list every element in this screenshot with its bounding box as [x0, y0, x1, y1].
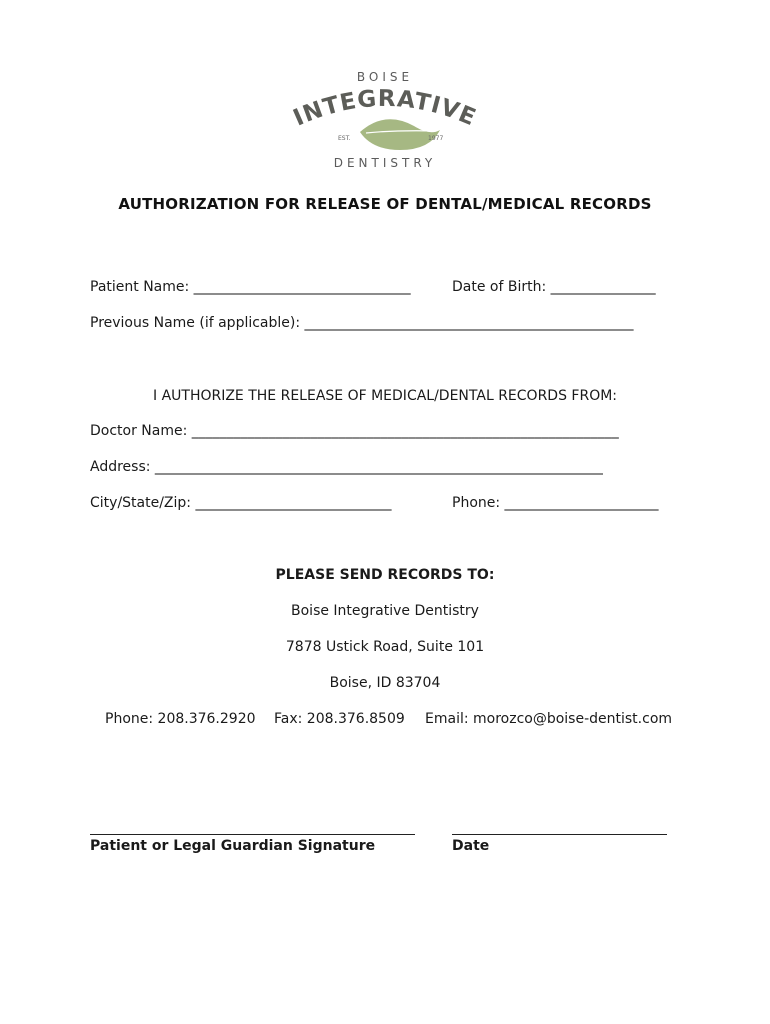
- address-field[interactable]: Address: ________________________________________________________________: [90, 459, 603, 475]
- recipient-email: Email: morozco@boise-dentist.com: [425, 711, 673, 727]
- city-state-zip-field[interactable]: City/State/Zip: ____________________________: [90, 495, 392, 511]
- recipient-city: Boise, ID 83704: [329, 675, 441, 691]
- patient-signature-label: Patient or Legal Guardian Signature: [90, 838, 376, 854]
- date-label: Date: [452, 838, 490, 854]
- recipient-org: Boise Integrative Dentistry: [291, 603, 479, 619]
- logo-est-label: EST.: [338, 135, 351, 142]
- date-of-birth-field[interactable]: Date of Birth: _______________: [452, 279, 656, 295]
- recipient-street: 7878 Ustick Road, Suite 101: [285, 639, 485, 655]
- previous-name-field[interactable]: Previous Name (if applicable): _______________________________________________: [90, 315, 634, 331]
- date-signature-line[interactable]: [452, 834, 667, 835]
- authorize-heading: I AUTHORIZE THE RELEASE OF MEDICAL/DENTAL RECORDS FROM:: [152, 388, 618, 404]
- patient-signature-line[interactable]: [90, 834, 415, 835]
- page-title: AUTHORIZATION FOR RELEASE OF DENTAL/MEDICAL RECORDS: [118, 195, 652, 213]
- recipient-phone: Phone: 208.376.2920: [105, 711, 256, 727]
- logo-est-year: 1977: [428, 135, 444, 142]
- logo-top-word: BOISE: [356, 70, 414, 84]
- logo-bottom-word: DENTISTRY: [333, 156, 437, 170]
- practice-logo: [290, 66, 480, 176]
- patient-name-field[interactable]: Patient Name: _______________________________: [90, 279, 411, 295]
- send-records-heading: PLEASE SEND RECORDS TO:: [275, 567, 495, 583]
- logo-main-word: INTEGRATIVE: [290, 85, 480, 132]
- doctor-name-field[interactable]: Doctor Name: _____________________________________________________________: [90, 423, 619, 439]
- recipient-fax: Fax: 208.376.8509: [274, 711, 405, 727]
- phone-field[interactable]: Phone: ______________________: [452, 495, 659, 511]
